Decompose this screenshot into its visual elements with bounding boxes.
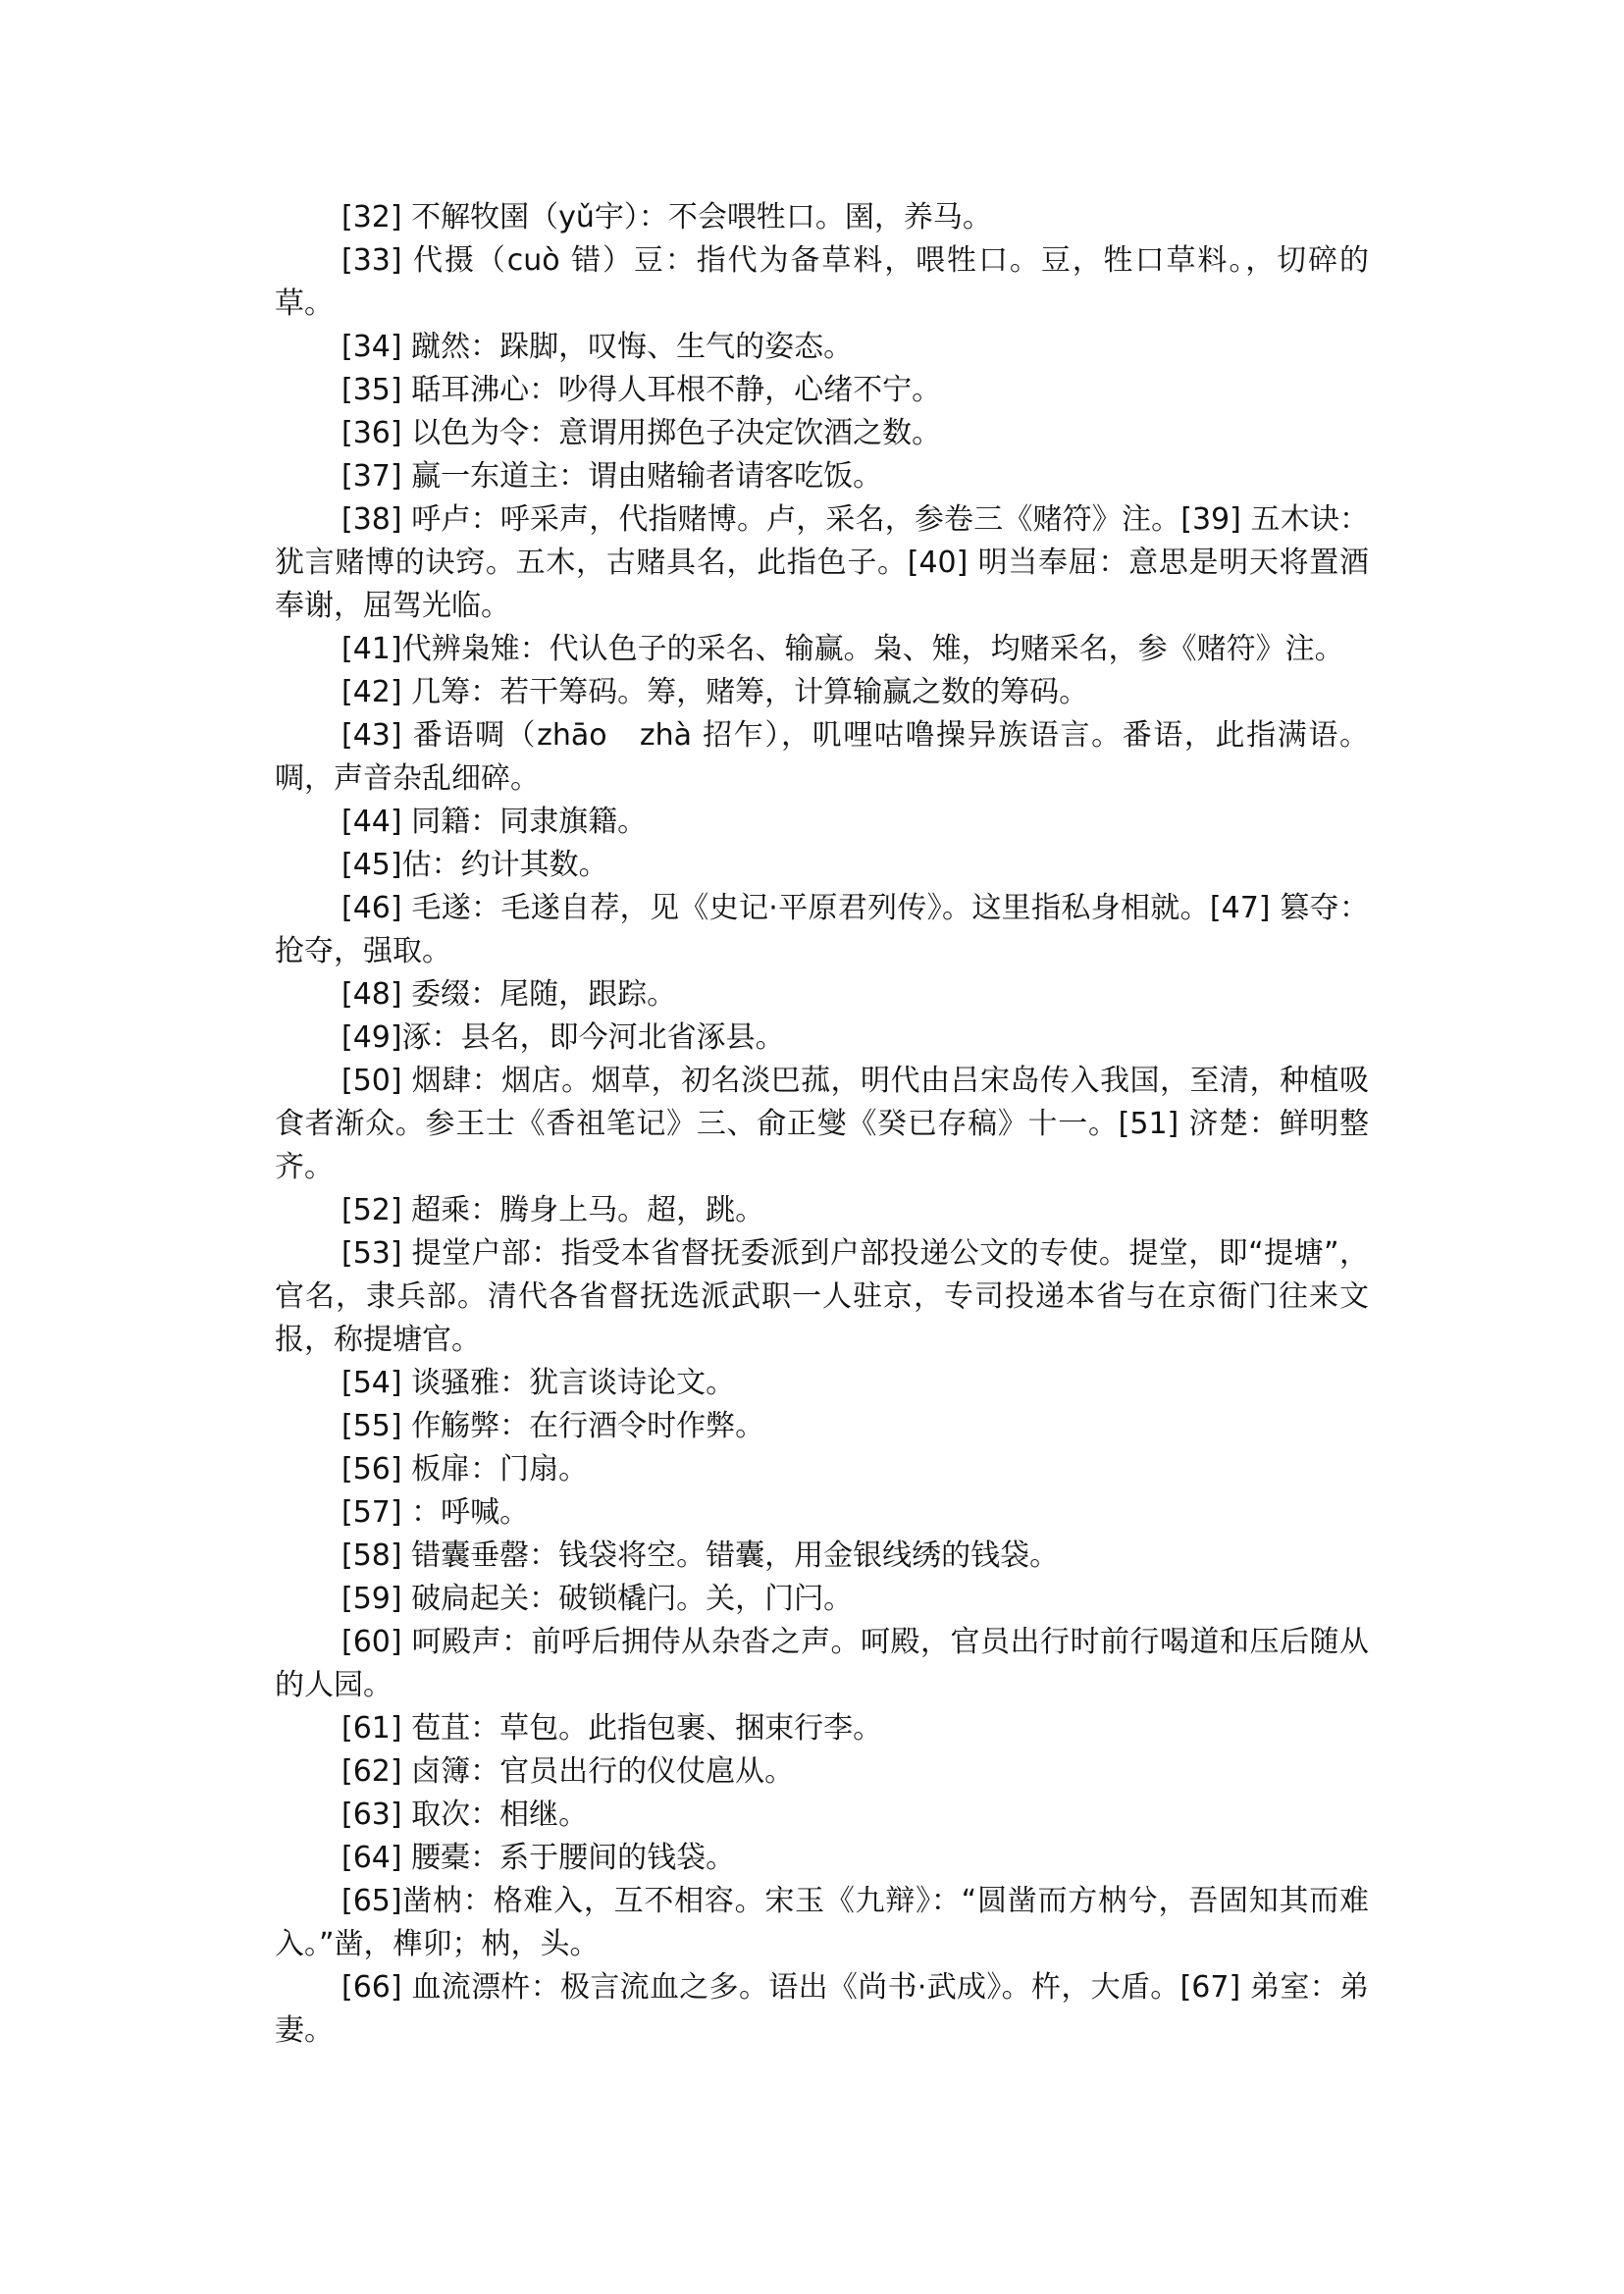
note-53: [53] 提堂户部：指受本省督抚委派到户部投递公文的专使。提堂，即“提塘”，官名，隶兵部。清代各省督抚选派武职一人驻京，专司投递本省与在京衙门往来文报，称提塘官。 bbox=[275, 1236, 1369, 1357]
note-57: [57] ：呼喊。 bbox=[341, 1495, 530, 1530]
note-34: [34] 蹴然：跺脚，叹悔、生气的姿态。 bbox=[341, 330, 854, 364]
note-35: [35] 聒耳沸心：吵得人耳根不静，心绪不宁。 bbox=[341, 373, 942, 407]
note-61: [61] 苞苴：草包。此指包裹、捆束行李。 bbox=[341, 1711, 883, 1746]
note-48: [48] 委缀：尾随，跟踪。 bbox=[341, 977, 677, 1012]
note-65: [65]凿枘：格难入，互不相容。宋玉《九辩》：“圆凿而方枘兮，吾固知其而难入。”凿，榫卯；枘，头。 bbox=[275, 1884, 1369, 1961]
note-58: [58] 错囊垂罄：钱袋将空。错囊，用金银线绣的钱袋。 bbox=[341, 1538, 1060, 1573]
note-50-51: [50] 烟肆：烟店。烟草，初名淡巴菰，明代由吕宋岛传入我国，至清，种植吸食者渐众。参王士《香祖笔记》三、俞正燮《癸已存稿》十一。[51] 济楚：鲜明整齐。 bbox=[275, 1064, 1369, 1184]
note-49: [49]涿：县名，即今河北省涿县。 bbox=[341, 1020, 785, 1055]
note-59: [59] 破扃起关：破锁橇闩。关，门闩。 bbox=[341, 1582, 854, 1616]
annotation-list bbox=[275, 196, 1369, 2053]
note-56: [56] 板扉：门扇。 bbox=[341, 1452, 589, 1486]
note-52: [52] 超乘：腾身上马。超，跳。 bbox=[341, 1193, 765, 1227]
note-38-40: [38] 呼卢：呼采声，代指赌博。卢，采名，参卷三《赌符》注。[39] 五木诀：犹言赌博的诀窍。五木，古赌具名，此指色子。[40] 明当奉屈：意思是明天将置酒奉谢，屈驾光临。 bbox=[275, 502, 1369, 623]
note-62: [62] 卤簿：官员出行的仪仗扈从。 bbox=[341, 1754, 795, 1789]
note-44: [44] 同籍：同隶旗籍。 bbox=[341, 805, 648, 839]
note-37: [37] 赢一东道主：谓由赌输者请客吃饭。 bbox=[341, 459, 883, 494]
note-55: [55] 作觞弊：在行酒令时作弊。 bbox=[341, 1409, 765, 1443]
note-36: [36] 以色为令：意谓用掷色子决定饮酒之数。 bbox=[341, 416, 942, 450]
note-64: [64] 腰橐：系于腰间的钱袋。 bbox=[341, 1841, 736, 1875]
note-63: [63] 取次：相继。 bbox=[341, 1798, 589, 1832]
note-60: [60] 呵殿声：前呼后拥侍从杂沓之声。呵殿，官员出行时前行喝道和压后随从的人园。 bbox=[275, 1625, 1369, 1702]
note-32: [32] 不解牧圉（yǔ宇）：不会喂牲口。圉，养马。 bbox=[341, 200, 992, 235]
note-66-67: [66] 血流漂杵：极言流血之多。语出《尚书·武成》。杵，大盾。[67] 弟室：弟妻。 bbox=[275, 1970, 1369, 2048]
note-45: [45]估：约计其数。 bbox=[341, 848, 608, 882]
note-54: [54] 谈骚雅：犹言谈诗论文。 bbox=[341, 1366, 736, 1400]
note-43: [43] 番语啁（zhāo zhà 招乍），叽哩咕噜操异族语言。番语，此指满语。啁，声音杂乱细碎。 bbox=[275, 718, 1369, 796]
note-33: [33] 代摄（cuò 错）豆：指代为备草料，喂牲口。豆，牲口草料。，切碎的草。 bbox=[275, 243, 1369, 321]
note-41: [41]代辨枭雉：代认色子的采名、输赢。枭、雉，均赌采名，参《赌符》注。 bbox=[341, 632, 1344, 666]
note-46-47: [46] 毛遂：毛遂自荐，见《史记·平原君列传》。这里指私身相就。[47] 篡夺：抢夺，强取。 bbox=[275, 891, 1369, 968]
note-42: [42] 几筹：若干筹码。筹，赌筹，计算输赢之数的筹码。 bbox=[341, 675, 1089, 709]
